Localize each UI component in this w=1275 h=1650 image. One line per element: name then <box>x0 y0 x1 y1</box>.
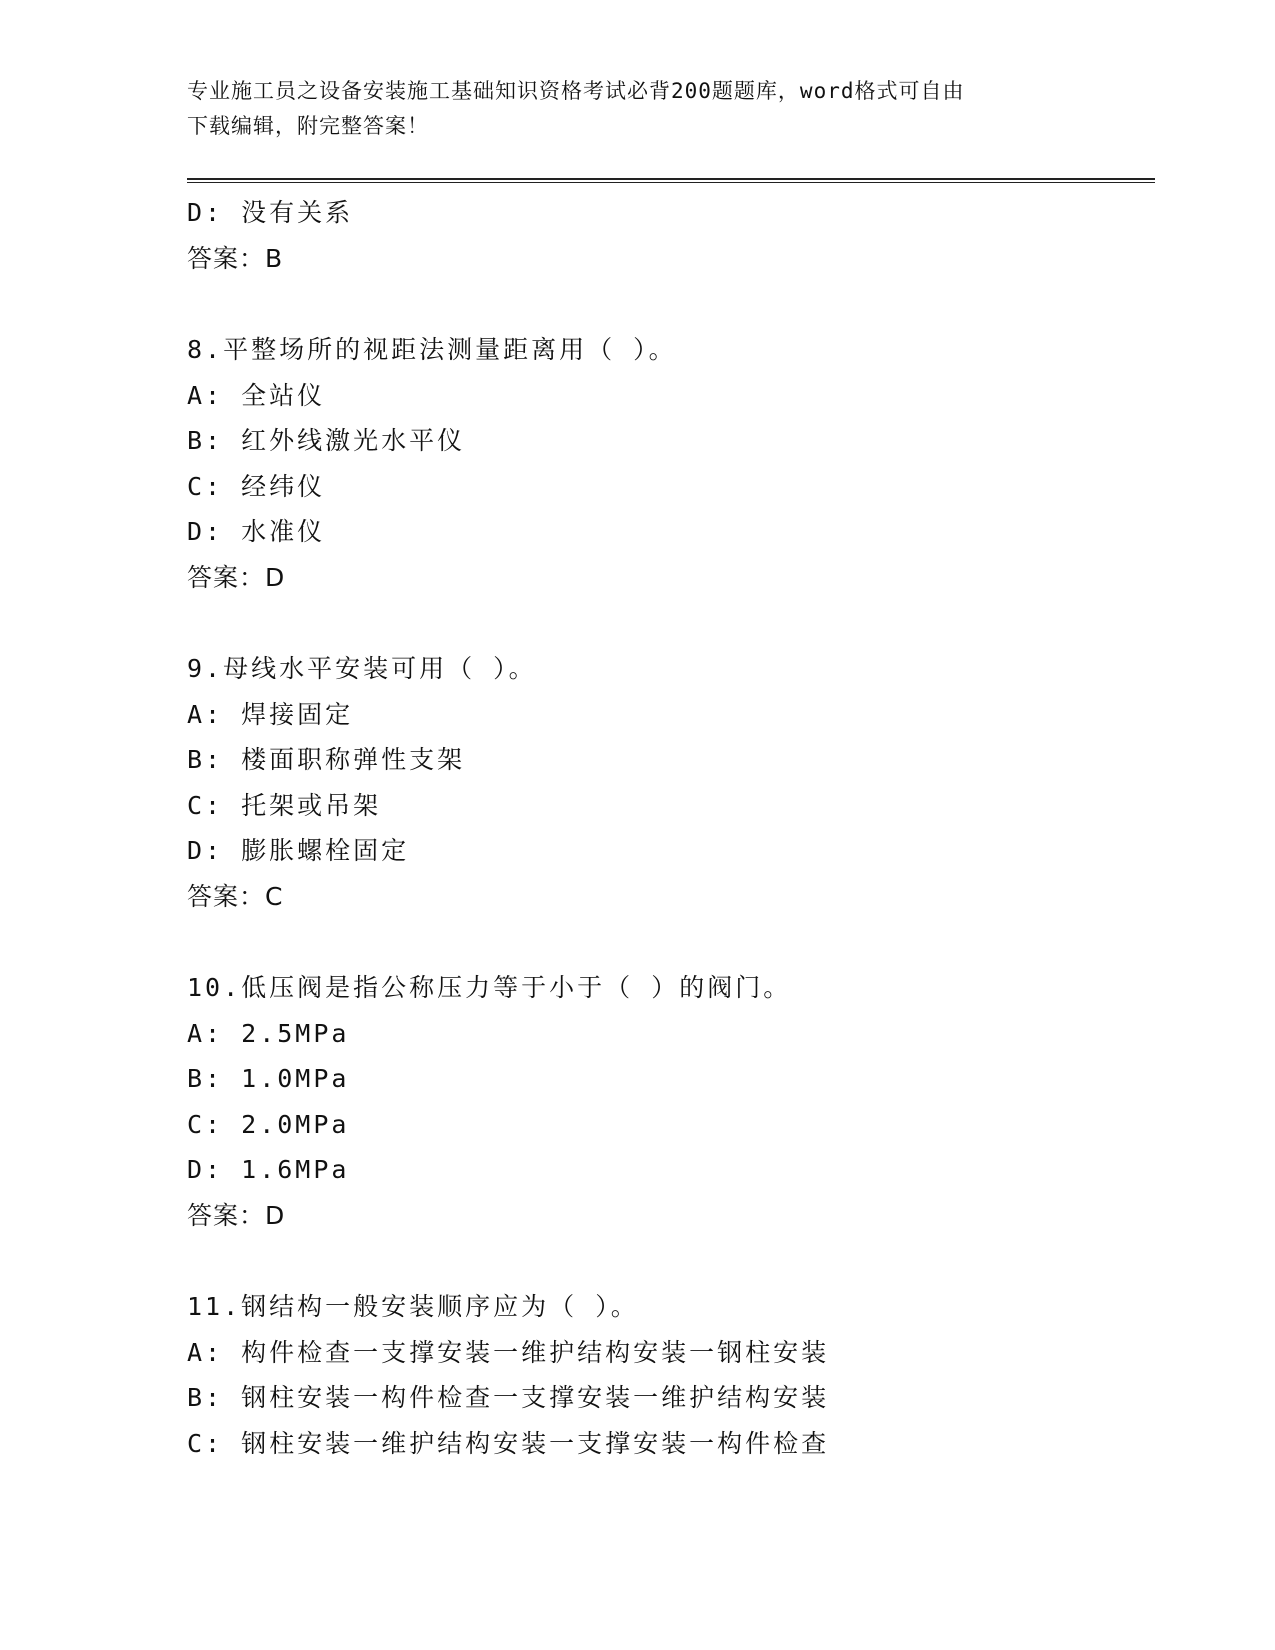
question-stem: 9.母线水平安装可用（ ）。 <box>187 654 537 683</box>
header-line-2: 下载编辑，附完整答案！ <box>187 114 429 138</box>
answer-line: 答案：D <box>187 562 286 592</box>
option-a: A: 焊接固定 <box>187 699 354 729</box>
option-b: B: 红外线激光水平仪 <box>187 426 466 455</box>
question-10 <box>187 965 1155 1238</box>
answer-line: 答案：D <box>187 1200 286 1230</box>
answer-line: 答案：B <box>187 243 284 273</box>
option-d: D: 膨胀螺栓固定 <box>187 836 410 865</box>
previous-question-tail <box>187 190 1155 281</box>
question-9 <box>187 646 1155 919</box>
option-c: C: 托架或吊架 <box>187 790 382 820</box>
question-8 <box>187 327 1155 600</box>
question-stem: 10.低压阀是指公称压力等于小于（ ）的阀门。 <box>187 973 792 1002</box>
question-11 <box>187 1284 1155 1466</box>
header-divider <box>187 178 1155 183</box>
option-b: B: 1.0MPa <box>187 1064 350 1093</box>
option-c: C: 经纬仪 <box>187 471 326 501</box>
option-d: D: 1.6MPa <box>187 1155 350 1184</box>
option-a: A: 构件检查一支撑安装一维护结构安装一钢柱安装 <box>187 1337 830 1367</box>
option-b: B: 楼面职称弹性支架 <box>187 745 466 774</box>
option-d: D: 水准仪 <box>187 517 326 546</box>
option-d: D: 没有关系 <box>187 198 354 227</box>
document-body <box>187 190 1155 1466</box>
option-a: A: 全站仪 <box>187 380 326 410</box>
option-c: C: 钢柱安装一维护结构安装一支撑安装一构件检查 <box>187 1428 830 1458</box>
option-b: B: 钢柱安装一构件检查一支撑安装一维护结构安装 <box>187 1383 830 1412</box>
question-stem: 8.平整场所的视距法测量距离用（ ）。 <box>187 335 677 364</box>
page-header <box>187 74 1087 144</box>
answer-line: 答案：C <box>187 881 284 911</box>
option-a: A: 2.5MPa <box>187 1018 350 1048</box>
header-line-1: 专业施工员之设备安装施工基础知识资格考试必背200题题库，word格式可自由 <box>187 79 965 103</box>
option-c: C: 2.0MPa <box>187 1109 350 1139</box>
question-stem: 11.钢结构一般安装顺序应为（ ）。 <box>187 1292 639 1321</box>
